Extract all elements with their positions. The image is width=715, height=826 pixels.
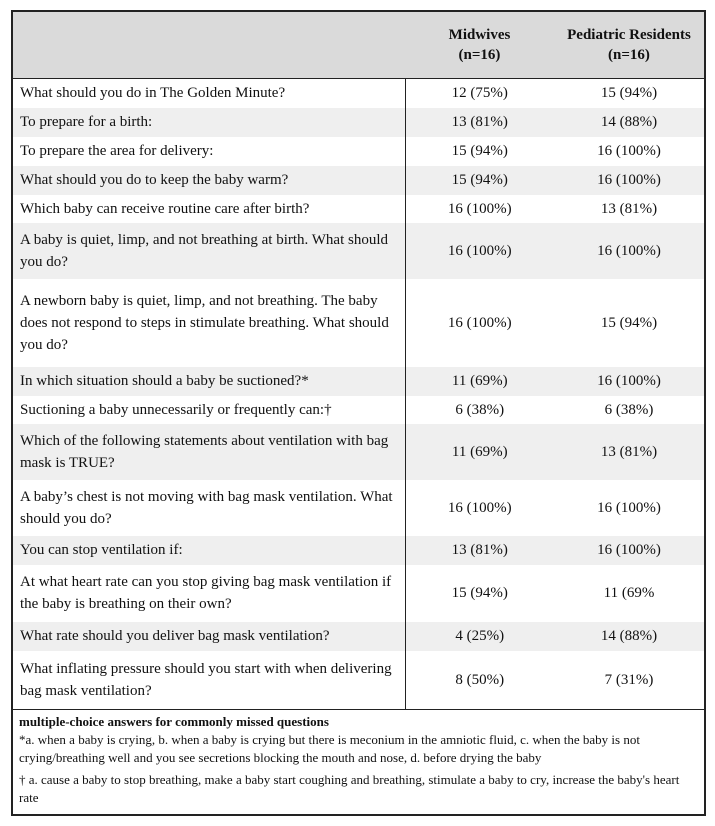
residents-cell: 15 (94%) <box>600 85 658 102</box>
question-cell: In which situation should a baby be suctioned?* <box>13 367 405 396</box>
midwives-cell: 15 (94%) <box>451 143 508 159</box>
question-cell: To prepare the area for delivery: <box>13 137 405 166</box>
question-cell: What should you do in The Golden Minute? <box>13 79 405 108</box>
question-cell: Which of the following statements about ventilation with bag mask is TRUE? <box>13 424 405 480</box>
header-residents-n: (n=16) <box>608 47 650 63</box>
footnote-dagger: † a. cause a baby to stop breathing, make a baby start coughing and breathing, stimulate a baby to cry, increase the baby's heart rate <box>19 771 680 805</box>
results-table-frame <box>11 10 706 816</box>
header-question <box>13 12 405 79</box>
residents-cell: 15 (94%) <box>600 314 658 331</box>
table-row <box>13 279 704 367</box>
table-row <box>13 536 704 565</box>
table-row <box>13 424 704 480</box>
table-row <box>13 622 704 651</box>
midwives-cell: 13 (81%) <box>405 108 554 137</box>
midwives-cell: 16 (100%) <box>447 499 512 516</box>
header-midwives-label: Midwives <box>448 27 511 43</box>
results-table <box>13 12 704 709</box>
question-cell: At what heart rate can you stop giving bag mask ventilation if the baby is breathing on their own? <box>13 565 405 622</box>
header-residents-label: Pediatric Residents <box>567 27 691 43</box>
question-cell: What rate should you deliver bag mask ventilation? <box>13 622 405 651</box>
footnote-asterisk: *a. when a baby is crying, b. when a baby is crying but there is meconium in the amniotic fluid, c. when the baby is not crying/breathing well and you see secretions blocking the mouth and nose, d. before drying the baby <box>19 731 640 765</box>
table-body <box>13 79 704 709</box>
header-residents <box>554 12 704 79</box>
residents-cell: 6 (38%) <box>604 401 654 418</box>
table-row <box>13 223 704 279</box>
table-row <box>13 651 704 709</box>
residents-cell: 16 (100%) <box>554 166 704 195</box>
table-row <box>13 137 704 166</box>
midwives-cell: 11 (69%) <box>405 367 554 396</box>
table-row <box>13 565 704 622</box>
residents-cell: 13 (81%) <box>554 424 704 480</box>
midwives-cell: 15 (94%) <box>451 585 508 601</box>
question-cell: Suctioning a baby unnecessarily or frequently can:† <box>13 396 405 424</box>
footnotes <box>13 709 704 807</box>
midwives-cell: 12 (75%) <box>451 85 508 102</box>
residents-cell: 16 (100%) <box>597 499 661 516</box>
table-row <box>13 480 704 536</box>
question-cell: A baby’s chest is not moving with bag mask ventilation. What should you do? <box>13 480 405 536</box>
residents-cell: 16 (100%) <box>554 536 704 565</box>
table-row <box>13 396 704 424</box>
midwives-cell: 6 (38%) <box>455 401 505 418</box>
residents-cell: 16 (100%) <box>554 367 704 396</box>
footnote-title: multiple-choice answers for commonly missed questions <box>19 713 329 729</box>
question-cell: A baby is quiet, limp, and not breathing at birth. What should you do? <box>13 223 405 279</box>
midwives-cell: 16 (100%) <box>447 200 512 217</box>
table-row <box>13 79 704 108</box>
table-row <box>13 195 704 223</box>
midwives-cell: 8 (50%) <box>455 671 505 688</box>
midwives-cell: 4 (25%) <box>405 622 554 651</box>
question-cell: You can stop ventilation if: <box>13 536 405 565</box>
residents-cell: 13 (81%) <box>600 200 658 217</box>
question-cell: To prepare for a birth: <box>13 108 405 137</box>
header-midwives-n: (n=16) <box>458 47 501 63</box>
table-header-row <box>13 12 704 79</box>
midwives-cell: 11 (69%) <box>405 424 554 480</box>
header-midwives <box>405 12 554 79</box>
table-row <box>13 166 704 195</box>
residents-cell: 14 (88%) <box>554 622 704 651</box>
table-row <box>13 367 704 396</box>
midwives-cell: 15 (94%) <box>405 166 554 195</box>
question-cell: A newborn baby is quiet, limp, and not breathing. The baby does not respond to steps in stimulate breathing. What should you do? <box>13 279 405 367</box>
residents-cell: 16 (100%) <box>554 223 704 279</box>
midwives-cell: 16 (100%) <box>405 223 554 279</box>
question-cell: What should you do to keep the baby warm? <box>13 166 405 195</box>
residents-cell: 11 (69% <box>603 585 655 601</box>
residents-cell: 14 (88%) <box>554 108 704 137</box>
question-cell: Which baby can receive routine care after birth? <box>13 195 405 223</box>
table-row <box>13 108 704 137</box>
residents-cell: 7 (31%) <box>604 671 654 688</box>
residents-cell: 16 (100%) <box>597 143 661 159</box>
question-cell: What inflating pressure should you start with when delivering bag mask ventilation? <box>13 651 405 709</box>
midwives-cell: 13 (81%) <box>405 536 554 565</box>
midwives-cell: 16 (100%) <box>447 314 512 331</box>
